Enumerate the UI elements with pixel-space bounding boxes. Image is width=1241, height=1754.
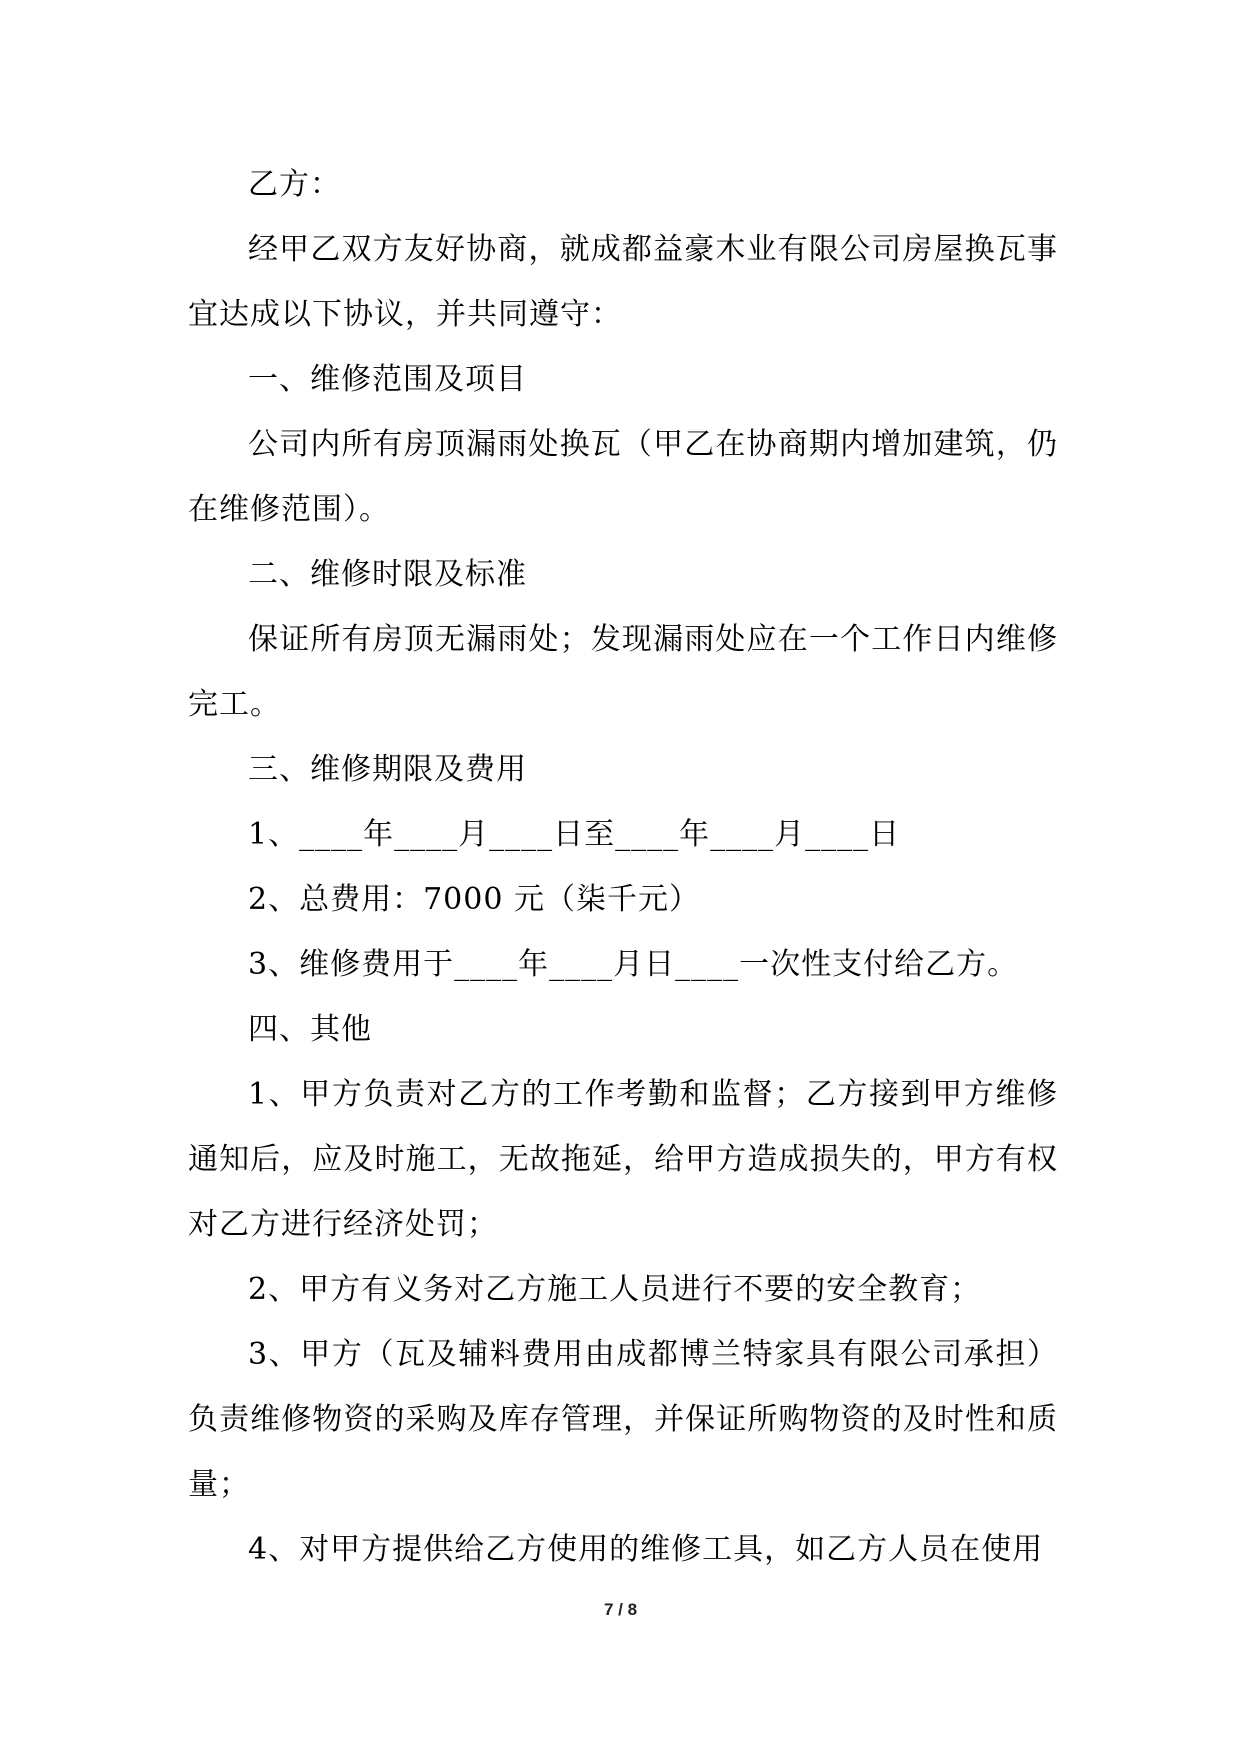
- section-heading-3: 三、维修期限及费用: [248, 752, 527, 787]
- section-3-item-3: 3、维修费用于____年____月日____一次性支付给乙方。: [248, 947, 1019, 982]
- section-3-item-2: 2、总费用：7000 元（柒千元）: [248, 882, 700, 917]
- section-heading-4: 四、其他: [248, 1012, 372, 1047]
- section-1-body: 公司内所有房顶漏雨处换瓦（甲乙在协商期内增加建筑，仍在维修范围）。: [188, 427, 1058, 527]
- document-body: [188, 152, 1058, 1582]
- section-4-item-4: 4、对甲方提供给乙方使用的维修工具，如乙方人员在使用: [248, 1532, 1044, 1567]
- page-number: 7 / 8: [603, 1600, 638, 1619]
- agreement-intro: 经甲乙双方友好协商，就成都益豪木业有限公司房屋换瓦事宜达成以下协议，并共同遵守：: [188, 232, 1058, 332]
- section-2-body: 保证所有房顶无漏雨处；发现漏雨处应在一个工作日内维修完工。: [188, 622, 1058, 722]
- section-heading-1: 一、维修范围及项目: [248, 362, 527, 397]
- section-4-item-1: 1、甲方负责对乙方的工作考勤和监督；乙方接到甲方维修通知后，应及时施工，无故拖延，给甲方造成损失的，甲方有权对乙方进行经济处罚；: [188, 1077, 1058, 1242]
- section-heading-2: 二、维修时限及标准: [248, 557, 527, 592]
- section-3-item-1: 1、____年____月____日至____年____月____日: [248, 817, 901, 852]
- section-4-item-2: 2、甲方有义务对乙方施工人员进行不要的安全教育；: [248, 1272, 982, 1307]
- party-b-label: 乙方：: [248, 167, 341, 202]
- section-4-item-3: 3、甲方（瓦及辅料费用由成都博兰特家具有限公司承担）负责维修物资的采购及库存管理，并保证所购物资的及时性和质量；: [188, 1337, 1058, 1502]
